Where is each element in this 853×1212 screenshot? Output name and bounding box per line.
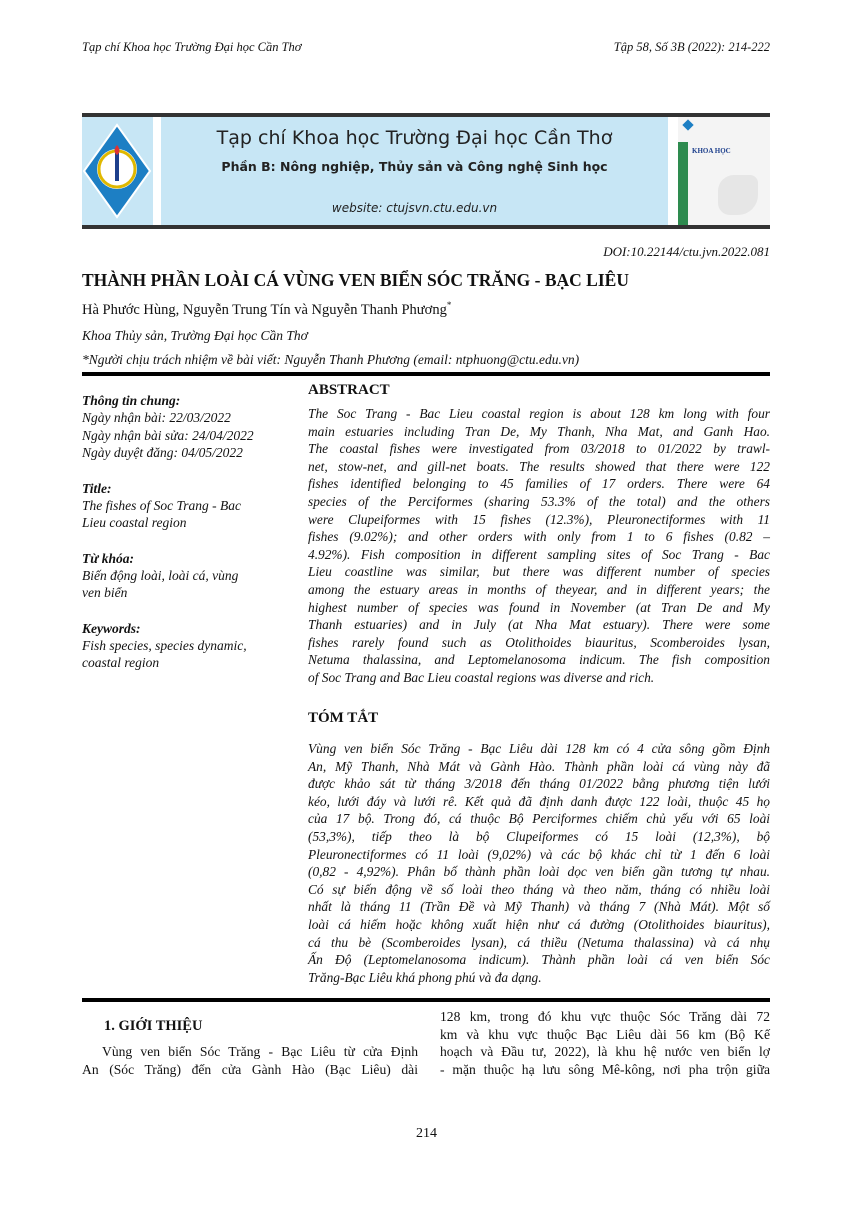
title-heading: Title: — [82, 480, 112, 496]
text-line: Netuma thalassina, and Leptomelanosoma indicum. The fish composition — [308, 652, 770, 668]
abstract-heading: ABSTRACT — [308, 382, 390, 398]
text-line: Pleuronectiformes có 11 loài (9,02%) và các bộ khác chỉ từ 1 đến 6 loài — [308, 846, 770, 862]
text-line: fishes (9.02%); and other orders with only from 1 to 6 fishes (0.82 – — [308, 529, 770, 545]
info-heading: Thông tin chung: — [82, 393, 181, 408]
university-logo — [82, 117, 153, 225]
tukhoa-line: ven biển — [82, 585, 128, 600]
text-line: hoạch và Đầu tư, 2022), là khu hệ nước ven biển lợ — [440, 1044, 770, 1059]
received-date: Ngày nhận bài: 22/03/2022 — [82, 410, 231, 425]
tomtat-heading: TÓM TẮT — [308, 710, 379, 726]
divider — [82, 998, 770, 1002]
text-line: km và khu vực thuộc Bạc Liêu dài 56 km (Bộ Kế — [440, 1026, 770, 1042]
text-line: species of the Perciformes (sharing 53.3% of the total) and the others — [308, 493, 770, 509]
text-line: của 17 bộ. Trong đó, cá thuộc Bộ Perciformes chiếm chủ yếu với 65 loài — [308, 811, 770, 827]
text-line: nhất là tháng 11 (Trần Đề và Mỹ Thanh) và tháng 7 (Nhà Mát). Một số — [308, 899, 770, 915]
journal-banner — [82, 113, 770, 229]
author-list: Hà Phước Hùng, Nguyễn Trung Tín và Nguyễn Thanh Phương — [82, 301, 447, 318]
text-line: The coastal fishes were investigated from 03/2018 to 01/2022 by trawl- — [308, 441, 770, 457]
text-line: among the estuary areas in months of theyear, and in different years; the — [308, 581, 770, 597]
text-line: được khảo sát từ tháng 3/2018 đến tháng 01/2022 bằng phương tiện lưới — [308, 776, 770, 792]
text-line: 128 km, trong đó khu vực thuộc Sóc Trăng dài 72 — [440, 1009, 770, 1024]
text-line: Vùng ven biển Sóc Trăng - Bạc Liêu từ cửa Định — [102, 1044, 418, 1059]
abstract-body — [308, 405, 770, 687]
journal-cover-thumbnail — [678, 117, 770, 225]
tomtat-body — [308, 740, 770, 986]
authors — [82, 300, 451, 319]
text-line: were Clupeiformes with 15 fishes (12.3%), Pleuronectiformes with 11 — [308, 511, 770, 527]
running-header-journal: Tạp chí Khoa học Trường Đại học Cần Thơ — [82, 40, 302, 54]
text-line: The Soc Trang - Bac Lieu coastal region is about 128 km long with four — [308, 406, 770, 421]
text-line: Ấn Độ (Leptomelanosoma indicum). Thành phần loài cá ven biển Sóc — [308, 952, 770, 968]
text-line: An, Mỹ Thanh, Nhà Mát và Gành Hào. Thành phần loài cá vùng này đã — [308, 758, 770, 774]
keywords-heading: Keywords: — [82, 620, 141, 636]
banner-title: Tạp chí Khoa học Trường Đại học Cần Thơ — [216, 127, 613, 149]
doi[interactable]: DOI:10.22144/ctu.jvn.2022.081 — [603, 244, 770, 259]
page-number: 214 — [416, 1126, 437, 1141]
section-heading-intro: 1. GIỚI THIỆU — [104, 1018, 203, 1034]
corresponding-author: *Người chịu trách nhiệm về bài viết: Nguyễn Thanh Phương (email: ntphuong@ctu.edu.vn) — [82, 352, 580, 367]
text-line: Thanh estuaries) and in July (at Nha Mat estuary). There were some — [308, 617, 770, 633]
corresponding-mark: * — [446, 300, 452, 310]
english-title-line: Lieu coastal region — [82, 515, 187, 530]
banner-subtitle: Phần B: Nông nghiệp, Thủy sản và Công nghệ Sinh học — [221, 159, 608, 174]
text-line: loài cá hiếm hoặc không xuất hiện như cá đường (Otolithoides biauritus), — [308, 916, 770, 932]
banner-website: website: ctujsvn.ctu.edu.vn — [331, 201, 498, 215]
revised-date: Ngày nhận bài sửa: 24/04/2022 — [82, 427, 254, 443]
article-title: THÀNH PHẦN LOÀI CÁ VÙNG VEN BIỂN SÓC TRĂNG - BẠC LIÊU — [82, 270, 629, 290]
text-line: highest number of species was found in November (at Tran De and My — [308, 599, 770, 615]
english-title-line: The fishes of Soc Trang - Bac — [82, 497, 241, 513]
affiliation: Khoa Thủy sản, Trường Đại học Cần Thơ — [82, 328, 308, 343]
text-line: fishes identified belonging to 45 families of 17 orders. There were 64 — [308, 476, 770, 492]
accepted-date: Ngày duyệt đăng: 04/05/2022 — [82, 445, 243, 460]
divider — [82, 372, 770, 376]
text-line: main estuaries including Tran De, My Thanh, Nha Mat, and Ganh Hao. — [308, 423, 770, 439]
text-line: Lieu coastline was similar, but there was different number of species — [308, 564, 770, 580]
article-info-sidebar — [82, 392, 292, 672]
text-line: net, stow-net, and gill-net boats. The results showed that there were 122 — [308, 458, 770, 474]
text-line: kéo, lưới đáy và lưới rê. Kết quả đã định danh được 122 loài, thuộc 45 họ — [308, 793, 770, 809]
text-line: of Soc Trang and Bac Lieu coastal regions was diverse and rich. — [308, 669, 655, 685]
text-line: Trăng-Bạc Liêu khá phong phú và đa dạng. — [308, 969, 542, 985]
cover-title: KHOA HỌC — [692, 147, 731, 155]
text-line: 4.92%). Fish composition in different sampling sites of Soc Trang - Bac — [308, 546, 770, 562]
text-line: (53,3%), tiếp theo là bộ Clupeiformes có 15 loài (12,3%), bộ — [308, 828, 770, 844]
text-line: - mặn thuộc hạ lưu sông Mê-kông, nơi pha trộn giữa — [440, 1061, 770, 1077]
banner-main — [161, 117, 668, 225]
text-line: fishes rarely found such as Otolithoides biauritus, Scomberoides lysan, — [308, 634, 770, 650]
tukhoa-heading: Từ khóa: — [82, 550, 134, 566]
intro-left-column — [82, 1043, 418, 1078]
intro-right-column — [440, 1008, 770, 1078]
keywords-line: Fish species, species dynamic, — [82, 637, 247, 653]
text-line: An (Sóc Trăng) đến cửa Gành Hào (Bạc Liêu) dài — [82, 1061, 418, 1077]
text-line: cá thu bè (Scomberoides lysan), cá thiều (Netuma thalassina) và cá nhụ — [308, 934, 770, 950]
text-line: Có sự biến động về số loài theo tháng và theo năm, tháng có nhiều loài — [308, 881, 770, 897]
running-header-volume: Tập 58, Số 3B (2022): 214-222 — [613, 40, 770, 54]
text-line: Vùng ven biển Sóc Trăng - Bạc Liêu dài 128 km có 4 cửa sông gồm Định — [308, 741, 770, 756]
text-line: (0,82 - 4,92%). Phân bố thành phần loài dọc ven biển gần tương tự nhau. — [308, 864, 770, 880]
tukhoa-line: Biến động loài, loài cá, vùng — [82, 567, 239, 583]
keywords-line: coastal region — [82, 655, 160, 670]
